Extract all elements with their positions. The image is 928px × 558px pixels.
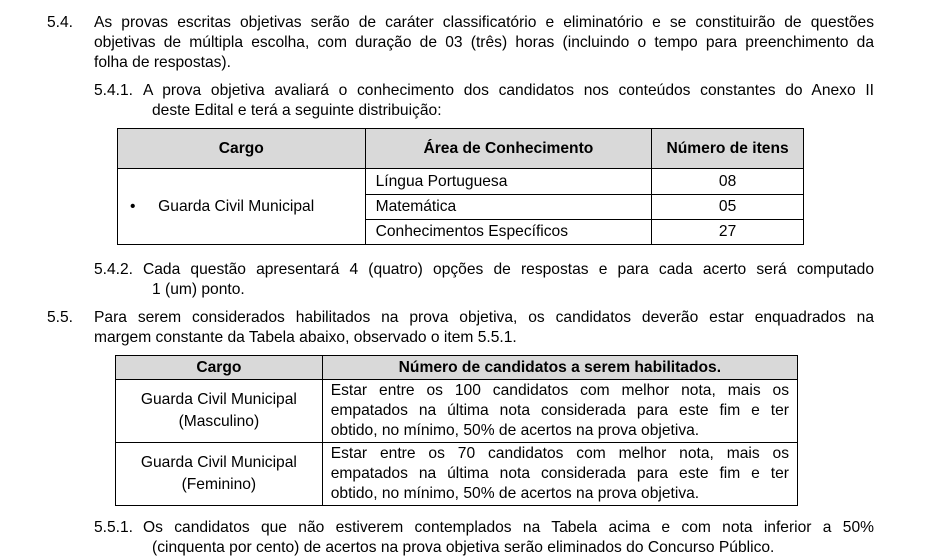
paragraph-line: As provas escritas objetivas serão de caráter classificatório e eliminatório e se constituirão de questões — [94, 14, 874, 31]
header-cargo: Cargo — [116, 356, 323, 380]
header-cargo: Cargo — [118, 129, 366, 169]
header-area: Área de Conhecimento — [365, 129, 652, 169]
section-number: 5.4.1. — [94, 82, 134, 99]
desc-line: Estar entre os 100 candidatos com melhor nota, mais os — [330, 382, 789, 399]
paragraph-line: folha de respostas). — [94, 54, 231, 71]
section-number: 5.5. — [47, 309, 74, 326]
area-cell: Matemática — [365, 195, 652, 220]
paragraph-line: Para serem considerados habilitados na prova objetiva, os candidatos deverão estar enquadrados na — [94, 309, 874, 326]
paragraph-line: deste Edital e terá a seguinte distribuição: — [152, 102, 442, 119]
paragraph-line: Os candidatos que não estiverem contemplados na Tabela acima e com nota inferior a 50% — [143, 519, 874, 536]
desc-line: obtido, no mínimo, 50% de acertos na prova objetiva. — [330, 422, 700, 439]
paragraph-line: (cinquenta por cento) de acertos na prova objetiva serão eliminados do Concurso Público. — [152, 539, 775, 556]
cargo-name: Guarda Civil Municipal — [140, 454, 297, 471]
cargo-cell — [118, 169, 366, 245]
section-number: 5.4.2. — [94, 261, 134, 278]
desc-line: empatados na última nota considerada para este fim e ter — [330, 402, 789, 419]
habilitados-table — [115, 355, 798, 506]
cargo-name: Guarda Civil Municipal — [158, 197, 315, 215]
cargo-gender: (Masculino) — [178, 413, 260, 430]
cargo-gender: (Feminino) — [181, 476, 257, 493]
area-cell: Conhecimentos Específicos — [365, 220, 652, 245]
header-habilitados: Número de candidatos a serem habilitados. — [322, 356, 797, 380]
desc-cell — [322, 443, 797, 506]
itens-cell: 27 — [652, 220, 804, 245]
cargo-name: Guarda Civil Municipal — [140, 391, 297, 408]
cargo-cell — [116, 443, 323, 506]
paragraph-line: objetivas de múltipla escolha, com duração de 03 (três) horas (incluindo o tempo para preenchimento da — [94, 34, 874, 51]
desc-cell — [322, 380, 797, 443]
paragraph-line: margem constante da Tabela abaixo, observado o item 5.5.1. — [94, 329, 517, 346]
area-cell: Língua Portuguesa — [365, 169, 652, 195]
itens-cell: 08 — [652, 169, 804, 195]
desc-line: Estar entre os 70 candidatos com melhor nota, mais os — [330, 445, 789, 462]
bullet: • — [130, 197, 136, 215]
cargo-cell — [116, 380, 323, 443]
section-number: 5.4. — [47, 14, 74, 31]
desc-line: empatados na última nota considerada para este fim e ter — [330, 465, 789, 482]
section-number: 5.5.1. — [94, 519, 134, 536]
paragraph-line: Cada questão apresentará 4 (quatro) opções de respostas e para cada acerto será computado — [143, 261, 874, 278]
itens-cell: 05 — [652, 195, 804, 220]
paragraph-line: 1 (um) ponto. — [152, 281, 245, 298]
header-itens: Número de itens — [652, 129, 804, 169]
paragraph-line: A prova objetiva avaliará o conhecimento dos candidatos nos conteúdos constantes do Anexo II — [143, 82, 874, 99]
distribution-table — [117, 128, 804, 245]
desc-line: obtido, no mínimo, 50% de acertos na prova objetiva. — [330, 485, 700, 502]
